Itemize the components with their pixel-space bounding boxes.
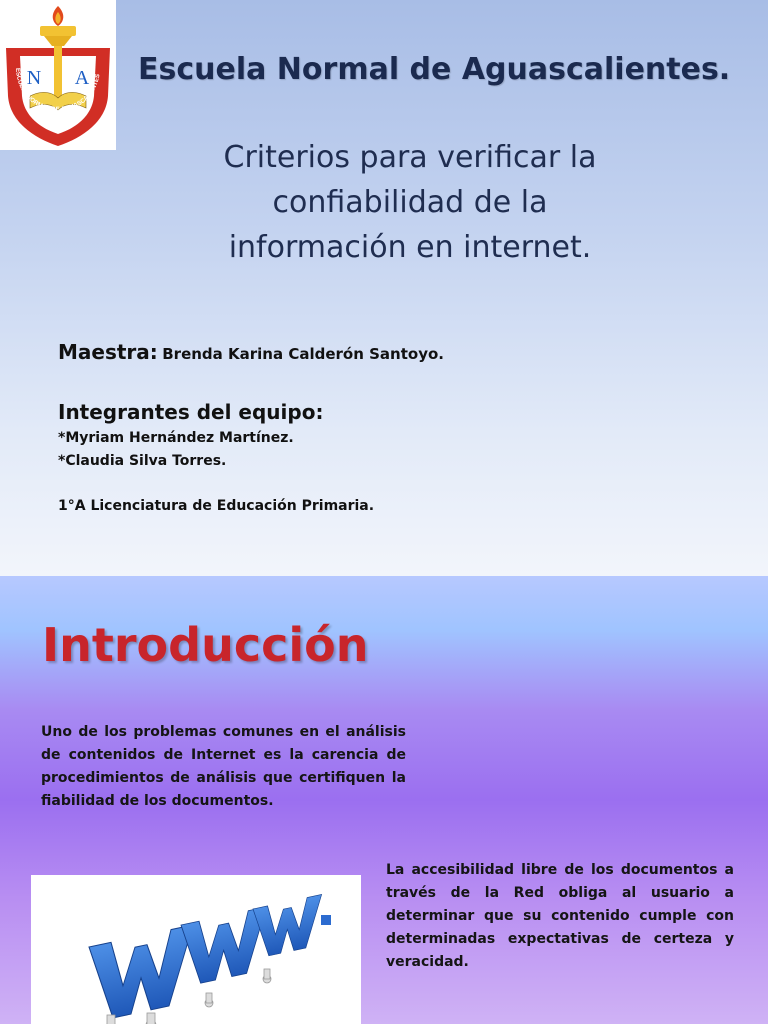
intro-paragraph-1: Uno de los problemas comunes en el análisis de contenidos de Internet es la carencia de procedimientos de análisis que certifiquen la fiabilidad de los documentos. <box>41 724 406 809</box>
team-member: *Myriam Hernández Martínez. <box>58 430 294 446</box>
degree-line: 1°A Licenciatura de Educación Primaria. <box>58 498 375 514</box>
intro-slide <box>0 576 768 1024</box>
school-name: Escuela Normal de Aguascalientes. <box>138 52 731 87</box>
logo-letter-n: N <box>26 67 42 89</box>
logo-ring-text: ESCUELA NORMAL DE AGUASCALIENTES <box>14 67 102 114</box>
teacher-label: Maestra: <box>58 340 158 364</box>
team-heading: Integrantes del equipo: <box>58 400 324 424</box>
presentation-title <box>130 135 690 270</box>
school-crest-icon <box>0 0 116 150</box>
title-line: Criterios para verificar la <box>223 140 597 175</box>
teacher-line <box>58 340 444 364</box>
intro-paragraph-2: La accesibilidad libre de los documentos a través de la Red obliga al usuario a determinar que su contenido cumple con determinadas expectativas de certeza y veracidad. <box>386 862 734 970</box>
team-member: *Claudia Silva Torres. <box>58 453 227 469</box>
logo-letter-a: A <box>74 67 90 89</box>
teacher-name: Brenda Karina Calderón Santoyo. <box>162 345 444 363</box>
www-letters-icon <box>31 875 361 1024</box>
title-line: información en internet. <box>228 230 592 265</box>
www-image <box>31 875 361 1024</box>
title-line: confiabilidad de la <box>272 185 548 220</box>
school-logo <box>0 0 116 150</box>
slide-title: Introducción <box>42 618 369 672</box>
